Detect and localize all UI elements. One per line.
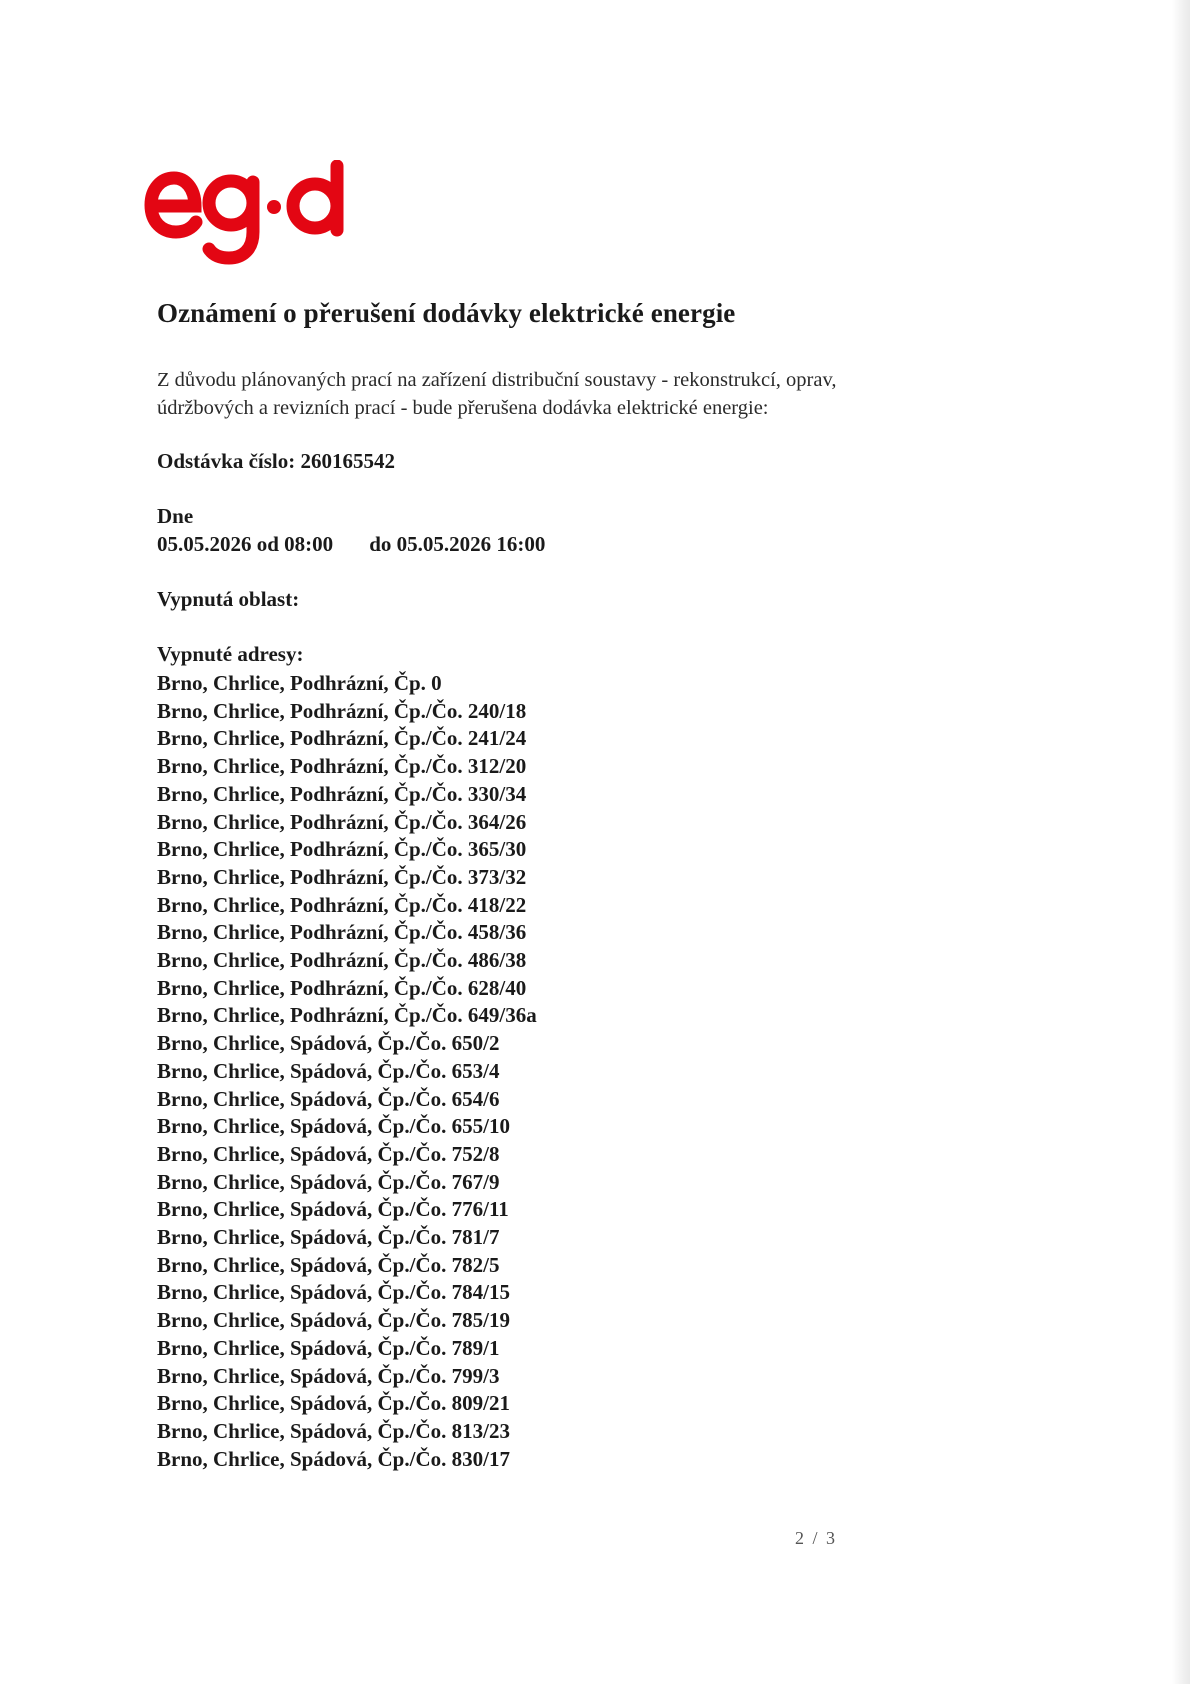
address-item: Brno, Chrlice, Spádová, Čp./Čo. 650/2 (157, 1031, 500, 1056)
outage-date-range (157, 532, 545, 557)
address-item: Brno, Chrlice, Spádová, Čp./Čo. 799/3 (157, 1363, 500, 1388)
address-list (157, 670, 537, 1473)
address-item: Brno, Chrlice, Podhrázní, Čp./Čo. 240/18 (157, 698, 527, 723)
affected-addresses-label: Vypnuté adresy: (157, 642, 304, 666)
address-item: Brno, Chrlice, Spádová, Čp./Čo. 782/5 (157, 1252, 500, 1277)
address-item: Brno, Chrlice, Podhrázní, Čp./Čo. 241/24 (157, 726, 527, 751)
intro-paragraph (157, 366, 957, 422)
address-item: Brno, Chrlice, Podhrázní, Čp./Čo. 628/40 (157, 975, 527, 1000)
address-item: Brno, Chrlice, Podhrázní, Čp./Čo. 365/30 (157, 837, 527, 862)
outage-number: Odstávka číslo: 260165542 (157, 449, 396, 473)
intro-line: Z důvodu plánovaných prací na zařízení distribuční soustavy - rekonstrukcí, oprav, (157, 369, 837, 391)
address-item: Brno, Chrlice, Spádová, Čp./Čo. 653/4 (157, 1058, 500, 1083)
address-item: Brno, Chrlice, Spádová, Čp./Čo. 809/21 (157, 1391, 510, 1416)
address-item: Brno, Chrlice, Podhrázní, Čp./Čo. 486/38 (157, 948, 527, 973)
outage-to: do 05.05.2026 16:00 (369, 532, 546, 556)
address-item: Brno, Chrlice, Spádová, Čp./Čo. 781/7 (157, 1225, 500, 1250)
affected-area-label: Vypnutá oblast: (157, 587, 300, 611)
address-item: Brno, Chrlice, Podhrázní, Čp./Čo. 649/36a (157, 1003, 537, 1028)
page-title: Oznámení o přerušení dodávky elektrické energie (157, 298, 736, 328)
address-item: Brno, Chrlice, Podhrázní, Čp./Čo. 364/26 (157, 809, 527, 834)
page-edge-shadow (1172, 0, 1190, 1684)
address-item: Brno, Chrlice, Spádová, Čp./Čo. 813/23 (157, 1418, 510, 1443)
egd-logo (143, 160, 353, 265)
address-item: Brno, Chrlice, Spádová, Čp./Čo. 767/9 (157, 1169, 500, 1194)
address-item: Brno, Chrlice, Spádová, Čp./Čo. 785/19 (157, 1308, 510, 1333)
date-label: Dne (157, 504, 194, 528)
address-item: Brno, Chrlice, Podhrázní, Čp./Čo. 458/36 (157, 920, 527, 945)
address-item: Brno, Chrlice, Spádová, Čp./Čo. 776/11 (157, 1197, 509, 1222)
address-item: Brno, Chrlice, Podhrázní, Čp./Čo. 312/20 (157, 754, 527, 779)
address-item: Brno, Chrlice, Spádová, Čp./Čo. 654/6 (157, 1086, 500, 1111)
address-item: Brno, Chrlice, Spádová, Čp./Čo. 830/17 (157, 1446, 510, 1471)
page-number: 2 / 3 (795, 1528, 838, 1548)
address-item: Brno, Chrlice, Podhrázní, Čp./Čo. 330/34 (157, 781, 527, 806)
outage-from: 05.05.2026 od 08:00 (157, 532, 334, 556)
address-item: Brno, Chrlice, Spádová, Čp./Čo. 789/1 (157, 1335, 500, 1360)
address-item: Brno, Chrlice, Podhrázní, Čp. 0 (157, 671, 442, 695)
address-item: Brno, Chrlice, Podhrázní, Čp./Čo. 418/22 (157, 892, 527, 917)
address-item: Brno, Chrlice, Spádová, Čp./Čo. 655/10 (157, 1114, 510, 1139)
address-item: Brno, Chrlice, Spádová, Čp./Čo. 784/15 (157, 1280, 510, 1305)
address-item: Brno, Chrlice, Spádová, Čp./Čo. 752/8 (157, 1141, 500, 1166)
intro-line: údržbových a revizních prací - bude přerušena dodávka elektrické energie: (157, 397, 769, 419)
address-item: Brno, Chrlice, Podhrázní, Čp./Čo. 373/32 (157, 864, 527, 889)
